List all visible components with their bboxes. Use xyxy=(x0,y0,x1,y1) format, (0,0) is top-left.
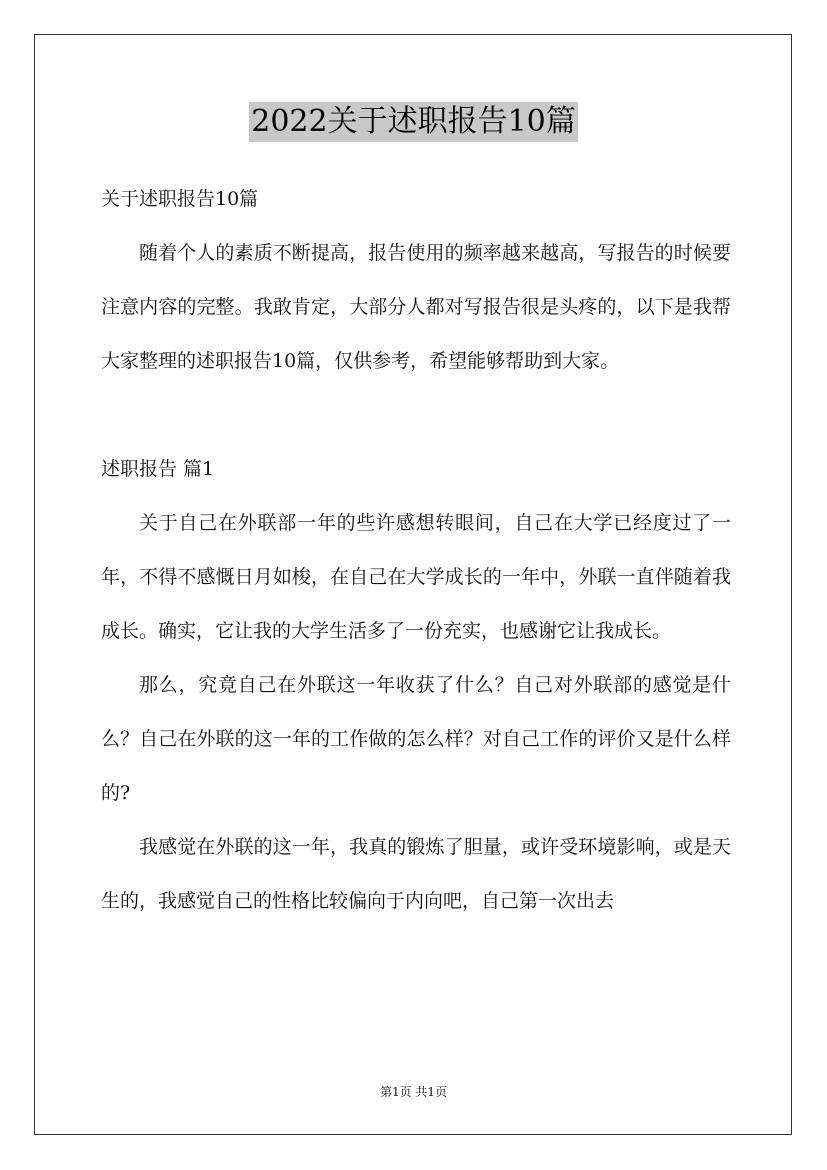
intro-paragraph: 随着个人的素质不断提高，报告使用的频率越来越高，写报告的时候要注意内容的完整。我敢肯定，大部分人都对写报告很是头疼的，以下是我帮大家整理的述职报告10篇，仅供参考，希望能够帮助到大家。 xyxy=(101,242,731,372)
section-heading: 述职报告 篇1 xyxy=(101,458,215,480)
body-paragraph-2: 那么，究竟自己在外联这一年收获了什么？自己对外联部的感觉是什么？自己在外联的这一年的工作做的怎么样？对自己工作的评价又是什么样的? xyxy=(101,674,731,804)
body-paragraph-3: 我感觉在外联的这一年，我真的锻炼了胆量，或许受环境影响，或是天生的，我感觉自己的性格比较偏向于内向吧，自己第一次出去 xyxy=(101,836,731,912)
paragraph-spacer xyxy=(101,388,731,442)
page-number: 第1页 共1页 xyxy=(379,1085,448,1099)
intro-heading: 关于述职报告10篇 xyxy=(101,188,259,210)
page-footer xyxy=(0,1083,827,1101)
body-paragraph-1: 关于自己在外联部一年的些许感想转眼间，自己在大学已经度过了一年，不得不感慨日月如梭，在自己在大学成长的一年中，外联一直伴随着我成长。确实，它让我的大学生活多了一份充实，也感谢它让我成长。 xyxy=(101,512,731,642)
document-body xyxy=(101,172,731,928)
title-container xyxy=(0,102,827,142)
document-title: 2022关于述职报告10篇 xyxy=(249,102,578,142)
